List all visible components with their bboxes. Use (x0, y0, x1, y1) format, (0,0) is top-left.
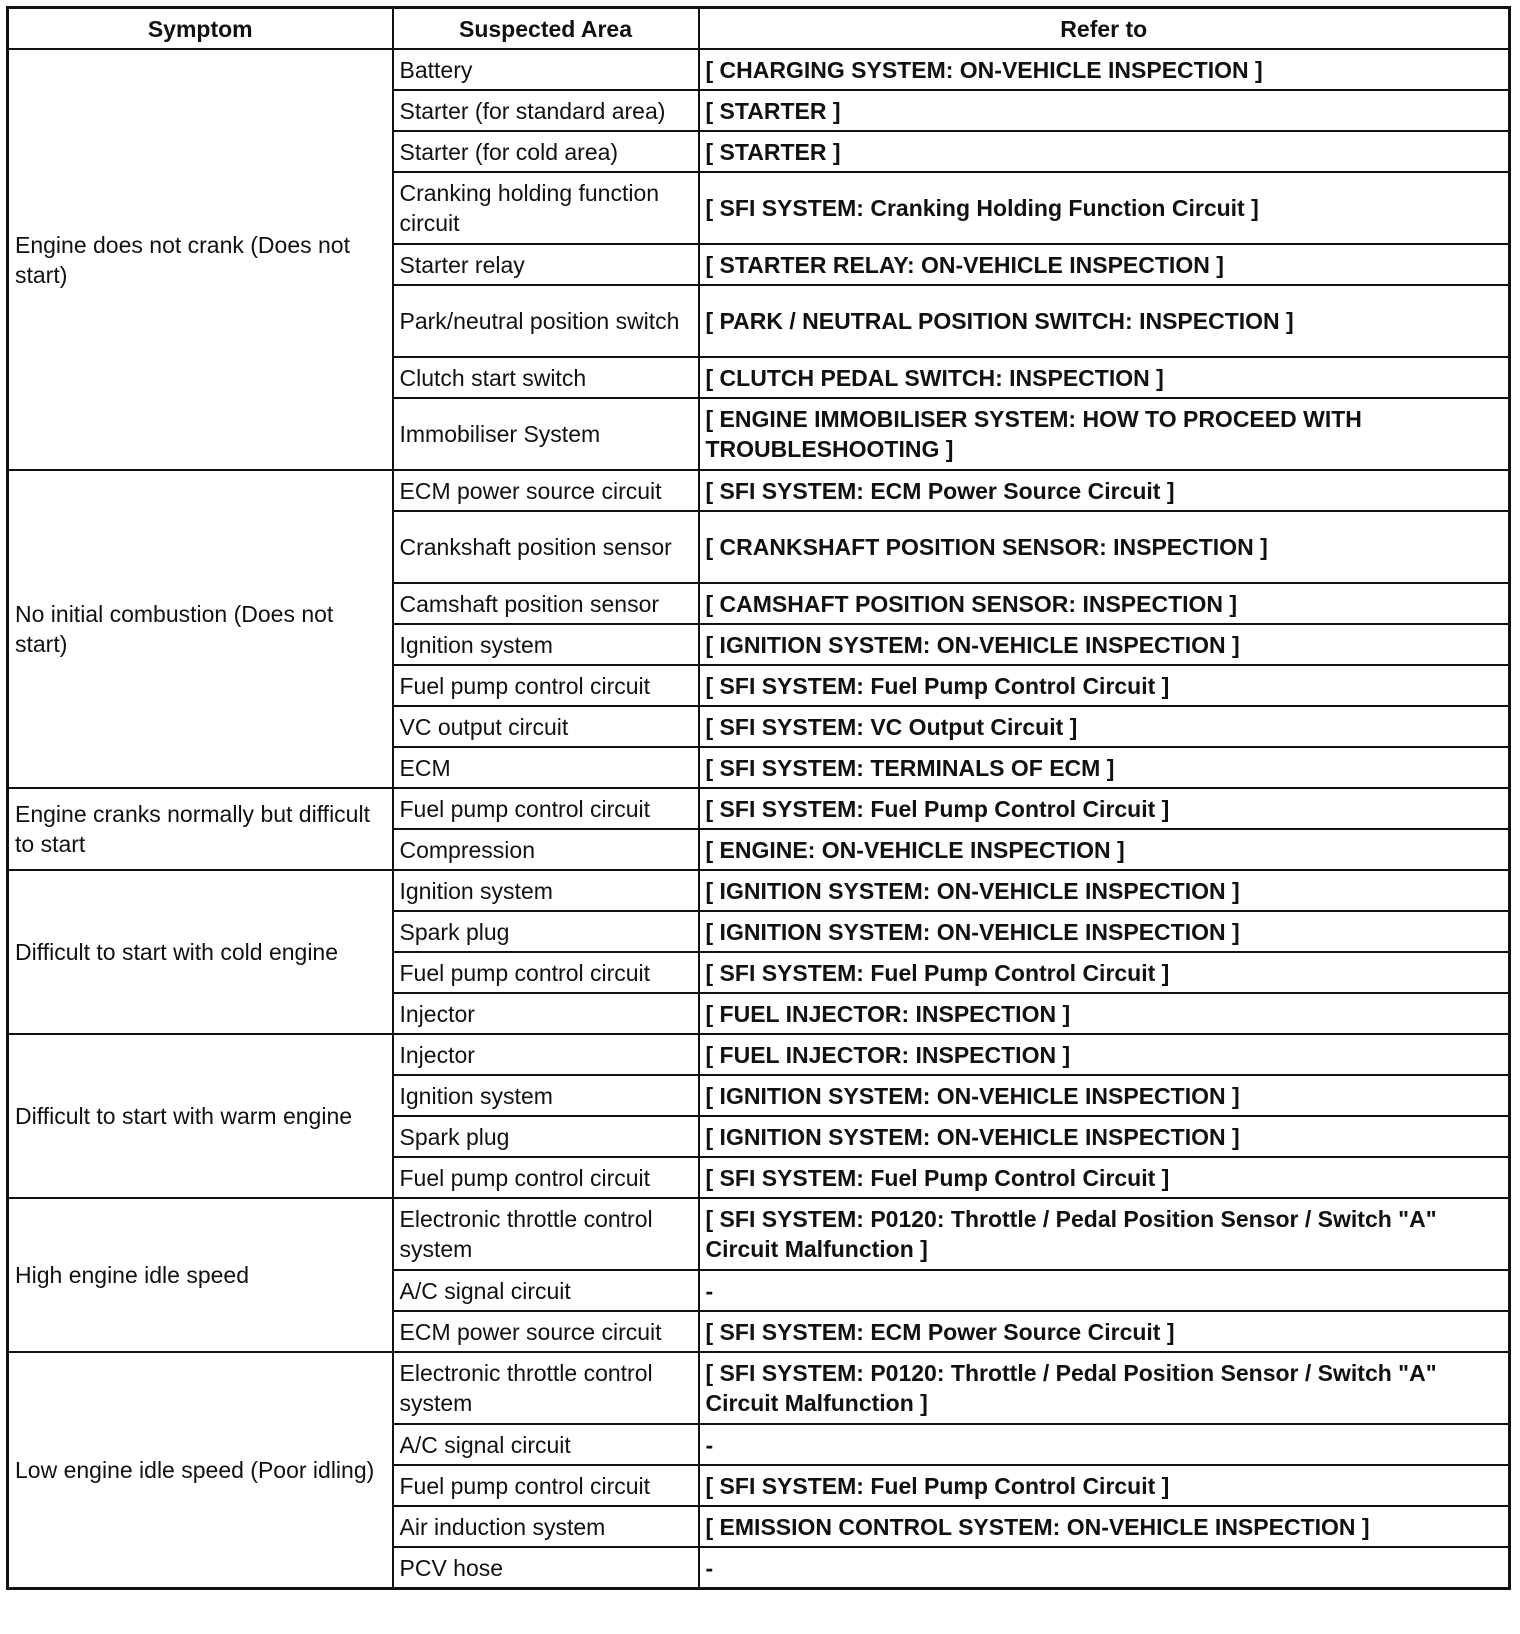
table-row (8, 49, 1510, 90)
refer-to-cell: [ IGNITION SYSTEM: ON-VEHICLE INSPECTION ] (699, 1075, 1510, 1116)
suspected-area-cell: Electronic throttle control system (393, 1352, 699, 1424)
table-row (8, 470, 1510, 511)
suspected-area-cell: Clutch start switch (393, 357, 699, 398)
suspected-area-cell: A/C signal circuit (393, 1424, 699, 1465)
refer-to-cell: [ PARK / NEUTRAL POSITION SWITCH: INSPECTION ] (699, 285, 1510, 357)
suspected-area-cell: Fuel pump control circuit (393, 1157, 699, 1198)
refer-to-cell: [ SFI SYSTEM: Fuel Pump Control Circuit ] (699, 1465, 1510, 1506)
table-row (8, 870, 1510, 911)
suspected-area-cell: VC output circuit (393, 706, 699, 747)
suspected-area-cell: Battery (393, 49, 699, 90)
suspected-area-cell: Injector (393, 1034, 699, 1075)
symptom-cell: No initial combustion (Does not start) (8, 470, 393, 788)
symptom-cell: Difficult to start with cold engine (8, 870, 393, 1034)
table-row (8, 1352, 1510, 1424)
symptom-cell: High engine idle speed (8, 1198, 393, 1352)
refer-to-cell: [ SFI SYSTEM: Cranking Holding Function Circuit ] (699, 172, 1510, 244)
refer-to-cell: [ SFI SYSTEM: VC Output Circuit ] (699, 706, 1510, 747)
suspected-area-cell: Fuel pump control circuit (393, 665, 699, 706)
table-body (8, 49, 1510, 1589)
refer-to-cell: [ CLUTCH PEDAL SWITCH: INSPECTION ] (699, 357, 1510, 398)
suspected-area-cell: Immobiliser System (393, 398, 699, 470)
suspected-area-cell: Fuel pump control circuit (393, 952, 699, 993)
symptom-table (6, 6, 1511, 1590)
refer-to-cell: [ SFI SYSTEM: ECM Power Source Circuit ] (699, 470, 1510, 511)
refer-to-cell: [ IGNITION SYSTEM: ON-VEHICLE INSPECTION ] (699, 911, 1510, 952)
refer-to-cell: [ STARTER ] (699, 90, 1510, 131)
table-row (8, 1034, 1510, 1075)
refer-to-cell: [ IGNITION SYSTEM: ON-VEHICLE INSPECTION ] (699, 1116, 1510, 1157)
suspected-area-cell: Spark plug (393, 911, 699, 952)
suspected-area-cell: Ignition system (393, 624, 699, 665)
suspected-area-cell: ECM (393, 747, 699, 788)
suspected-area-cell: Crankshaft position sensor (393, 511, 699, 583)
refer-to-cell: - (699, 1547, 1510, 1589)
refer-to-cell: [ FUEL INJECTOR: INSPECTION ] (699, 993, 1510, 1034)
refer-to-cell: [ ENGINE: ON-VEHICLE INSPECTION ] (699, 829, 1510, 870)
table-header (8, 8, 1510, 50)
refer-to-cell: [ STARTER ] (699, 131, 1510, 172)
refer-to-cell: [ FUEL INJECTOR: INSPECTION ] (699, 1034, 1510, 1075)
header-row (8, 8, 1510, 50)
symptom-cell: Engine does not crank (Does not start) (8, 49, 393, 470)
refer-to-cell: [ SFI SYSTEM: Fuel Pump Control Circuit ] (699, 788, 1510, 829)
suspected-area-cell: Ignition system (393, 870, 699, 911)
suspected-area-cell: Starter (for cold area) (393, 131, 699, 172)
symptom-cell: Engine cranks normally but difficult to start (8, 788, 393, 870)
suspected-area-cell: Fuel pump control circuit (393, 1465, 699, 1506)
refer-to-cell: [ CHARGING SYSTEM: ON-VEHICLE INSPECTION ] (699, 49, 1510, 90)
refer-to-cell: [ STARTER RELAY: ON-VEHICLE INSPECTION ] (699, 244, 1510, 285)
header-refer-to: Refer to (699, 8, 1510, 50)
suspected-area-cell: Injector (393, 993, 699, 1034)
suspected-area-cell: Park/neutral position switch (393, 285, 699, 357)
suspected-area-cell: Ignition system (393, 1075, 699, 1116)
suspected-area-cell: PCV hose (393, 1547, 699, 1589)
suspected-area-cell: Spark plug (393, 1116, 699, 1157)
refer-to-cell: [ SFI SYSTEM: TERMINALS OF ECM ] (699, 747, 1510, 788)
suspected-area-cell: Fuel pump control circuit (393, 788, 699, 829)
refer-to-cell: [ EMISSION CONTROL SYSTEM: ON-VEHICLE INSPECTION ] (699, 1506, 1510, 1547)
symptom-cell: Difficult to start with warm engine (8, 1034, 393, 1198)
suspected-area-cell: Starter relay (393, 244, 699, 285)
suspected-area-cell: Camshaft position sensor (393, 583, 699, 624)
table-row (8, 788, 1510, 829)
refer-to-cell: [ IGNITION SYSTEM: ON-VEHICLE INSPECTION ] (699, 624, 1510, 665)
suspected-area-cell: Air induction system (393, 1506, 699, 1547)
refer-to-cell: [ SFI SYSTEM: ECM Power Source Circuit ] (699, 1311, 1510, 1352)
refer-to-cell: [ SFI SYSTEM: Fuel Pump Control Circuit ] (699, 1157, 1510, 1198)
refer-to-cell: - (699, 1424, 1510, 1465)
refer-to-cell: [ SFI SYSTEM: Fuel Pump Control Circuit ] (699, 665, 1510, 706)
header-suspected-area: Suspected Area (393, 8, 699, 50)
header-symptom: Symptom (8, 8, 393, 50)
suspected-area-cell: Starter (for standard area) (393, 90, 699, 131)
refer-to-cell: [ CAMSHAFT POSITION SENSOR: INSPECTION ] (699, 583, 1510, 624)
table-row (8, 1198, 1510, 1270)
refer-to-cell: - (699, 1270, 1510, 1311)
suspected-area-cell: Electronic throttle control system (393, 1198, 699, 1270)
suspected-area-cell: ECM power source circuit (393, 470, 699, 511)
suspected-area-cell: ECM power source circuit (393, 1311, 699, 1352)
refer-to-cell: [ SFI SYSTEM: Fuel Pump Control Circuit ] (699, 952, 1510, 993)
refer-to-cell: [ ENGINE IMMOBILISER SYSTEM: HOW TO PROCEED WITH TROUBLESHOOTING ] (699, 398, 1510, 470)
symptom-cell: Low engine idle speed (Poor idling) (8, 1352, 393, 1589)
refer-to-cell: [ SFI SYSTEM: P0120: Throttle / Pedal Position Sensor / Switch "A" Circuit Malfunction ] (699, 1198, 1510, 1270)
refer-to-cell: [ IGNITION SYSTEM: ON-VEHICLE INSPECTION ] (699, 870, 1510, 911)
refer-to-cell: [ CRANKSHAFT POSITION SENSOR: INSPECTION ] (699, 511, 1510, 583)
suspected-area-cell: A/C signal circuit (393, 1270, 699, 1311)
refer-to-cell: [ SFI SYSTEM: P0120: Throttle / Pedal Position Sensor / Switch "A" Circuit Malfunction ] (699, 1352, 1510, 1424)
suspected-area-cell: Cranking holding function circuit (393, 172, 699, 244)
suspected-area-cell: Compression (393, 829, 699, 870)
